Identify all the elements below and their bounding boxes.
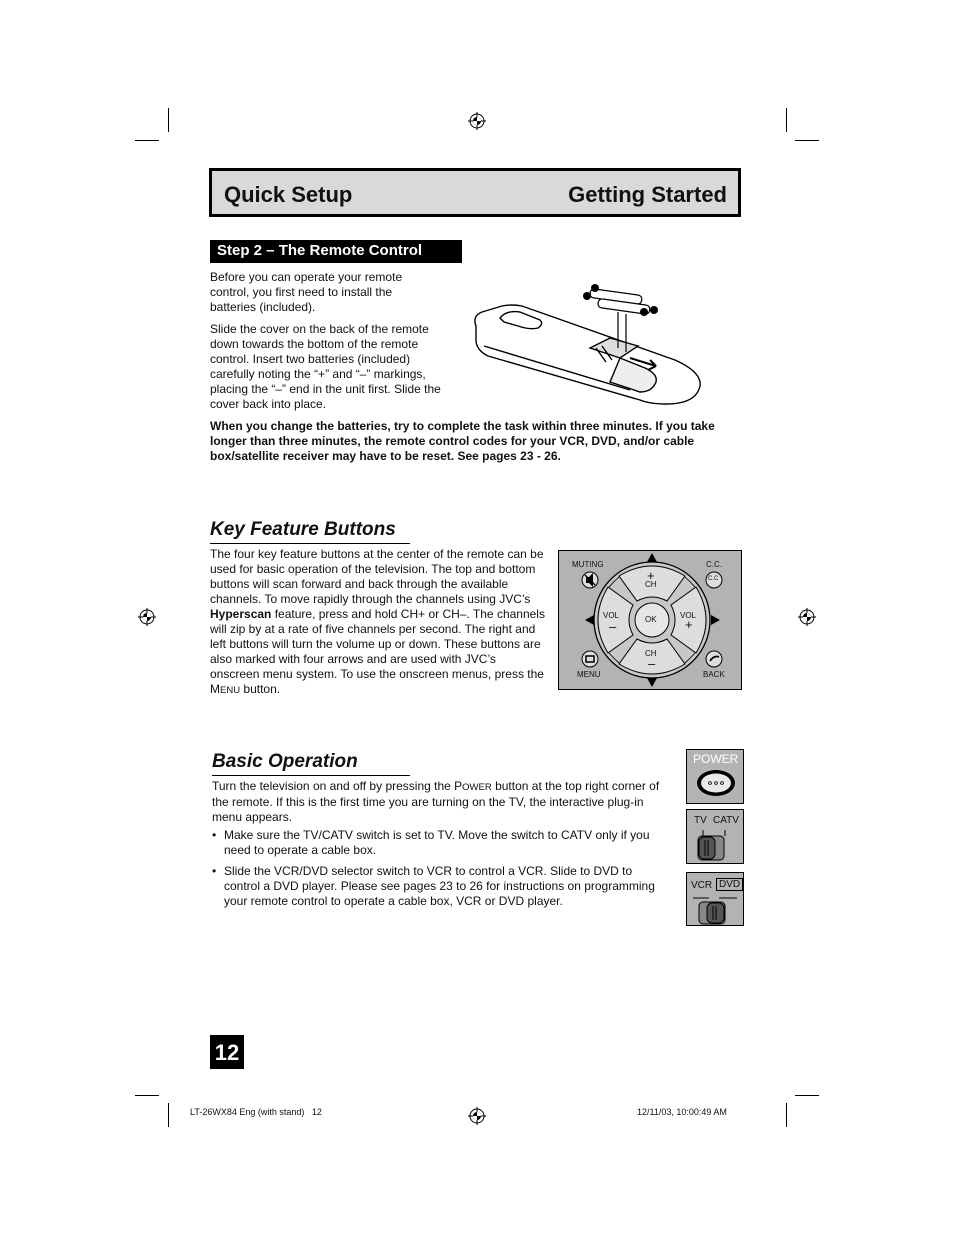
footer-timestamp: 12/11/03, 10:00:49 AM <box>637 1107 727 1117</box>
crop-mark <box>135 1095 159 1096</box>
vol-up-plus: + <box>685 617 693 632</box>
crop-mark <box>795 140 819 141</box>
vcr-dvd-switch-icon <box>693 894 739 926</box>
crop-mark <box>795 1095 819 1096</box>
page-number: 12 <box>210 1035 244 1069</box>
power-button-illustration <box>686 749 744 804</box>
basic-operation-title: Basic Operation <box>212 751 410 776</box>
crop-mark <box>168 108 169 132</box>
vol-down-minus: – <box>609 619 617 634</box>
hyperscan-term: Hyperscan <box>210 607 272 621</box>
navigation-pad-illustration <box>558 550 742 690</box>
list-item-text: Make sure the TV/CATV switch is set to TV. Move the switch to CATV only if you need to operate a cable box. <box>224 828 650 857</box>
key-features-text-part: feature, press and hold CH+ or CH–. The channels will zip by at a rate of five channels per second. The right and left buttons will turn the volume up or down. These buttons are also marked with four arrows and are used with JVC’s onscreen menu system. To use the onscreen menus, press the <box>210 607 545 681</box>
bullet-marker: • <box>212 864 217 878</box>
header-left-title: Quick Setup <box>224 182 353 207</box>
step-intro-text: Before you can operate your remote control, you first need to install the batteries (included). <box>210 270 403 314</box>
registration-mark-icon <box>468 112 486 130</box>
muting-label: MUTING <box>572 560 604 569</box>
remote-battery-illustration <box>470 282 705 410</box>
menu-term: M <box>210 682 220 696</box>
cc-button-label: C.C <box>708 576 719 582</box>
basic-operation-intro <box>212 779 672 825</box>
intro-text-part: Turn the television on and off by pressing the <box>212 779 455 793</box>
key-features-text-part: The four key feature buttons at the center of the remote can be used for basic operation of the television. The top and bottom buttons will scan forward and back through the available channels. To move rapidly through the channels using JVC’s <box>210 547 544 606</box>
ch-down-label: CH <box>645 649 657 658</box>
intro-text-part: button at the top right corner of the remote. If this is the first time you are turning on the TV, the interactive plug-in menu appears. <box>212 779 660 824</box>
vol-down-label: VOL <box>603 611 620 620</box>
crop-mark <box>786 1103 787 1127</box>
crop-mark <box>786 108 787 132</box>
ch-up-label: CH <box>645 580 657 589</box>
ch-up-plus: + <box>647 568 655 583</box>
header-right-title: Getting Started <box>568 182 727 207</box>
back-label: BACK <box>703 670 725 679</box>
dvd-label: DVD <box>716 878 743 891</box>
vcr-dvd-switch-illustration <box>686 872 744 926</box>
ok-label: OK <box>645 615 657 624</box>
registration-mark-icon <box>468 1107 486 1125</box>
key-features-text <box>210 547 548 698</box>
menu-label: MENU <box>577 670 601 679</box>
crop-mark <box>135 140 159 141</box>
catv-label: CATV <box>713 815 739 826</box>
key-features-title: Key Feature Buttons <box>210 519 410 544</box>
registration-mark-icon <box>798 608 816 626</box>
cc-label: C.C. <box>706 560 722 569</box>
crop-mark <box>168 1103 169 1127</box>
vcr-label: VCR <box>691 880 713 891</box>
vol-up-label: VOL <box>680 611 697 620</box>
key-features-text-part: button. <box>240 682 281 696</box>
battery-warning-text: When you change the batteries, try to complete the task within three minutes. If you take longer than three minutes, the remote control codes for your VCR, DVD, and/or cable box/satellite receiver may have to be reset. See pages 23 - 26. <box>210 419 715 463</box>
power-button-icon <box>696 769 736 797</box>
registration-mark-icon <box>138 608 156 626</box>
step-instructions-text: Slide the cover on the back of the remote down towards the bottom of the remote control. Insert two batteries (included) carefully noting the “+” and “–” markings, placing the “–” end in the unit first. Slide the cover back into place. <box>210 322 441 411</box>
menu-term: ENU <box>220 685 241 696</box>
step-heading: Step 2 – The Remote Control <box>210 240 462 263</box>
bullet-marker: • <box>212 828 217 842</box>
power-term: OWER <box>462 782 492 793</box>
power-term: P <box>454 779 463 793</box>
power-label: POWER <box>693 752 739 766</box>
tv-label: TV <box>694 815 707 826</box>
page-header <box>209 168 741 217</box>
footer-file-info: LT-26WX84 Eng (with stand) 12 <box>190 1107 322 1117</box>
tv-catv-switch-icon <box>693 830 739 864</box>
list-item-text: Slide the VCR/DVD selector switch to VCR to control a VCR. Slide to DVD to control a DVD player. Please see pages 23 to 26 for instructions on programming your remote control to operate a cable box, VCR or DVD player. <box>224 864 655 908</box>
tv-catv-switch-illustration <box>686 809 744 864</box>
ch-down-minus: – <box>648 656 656 671</box>
